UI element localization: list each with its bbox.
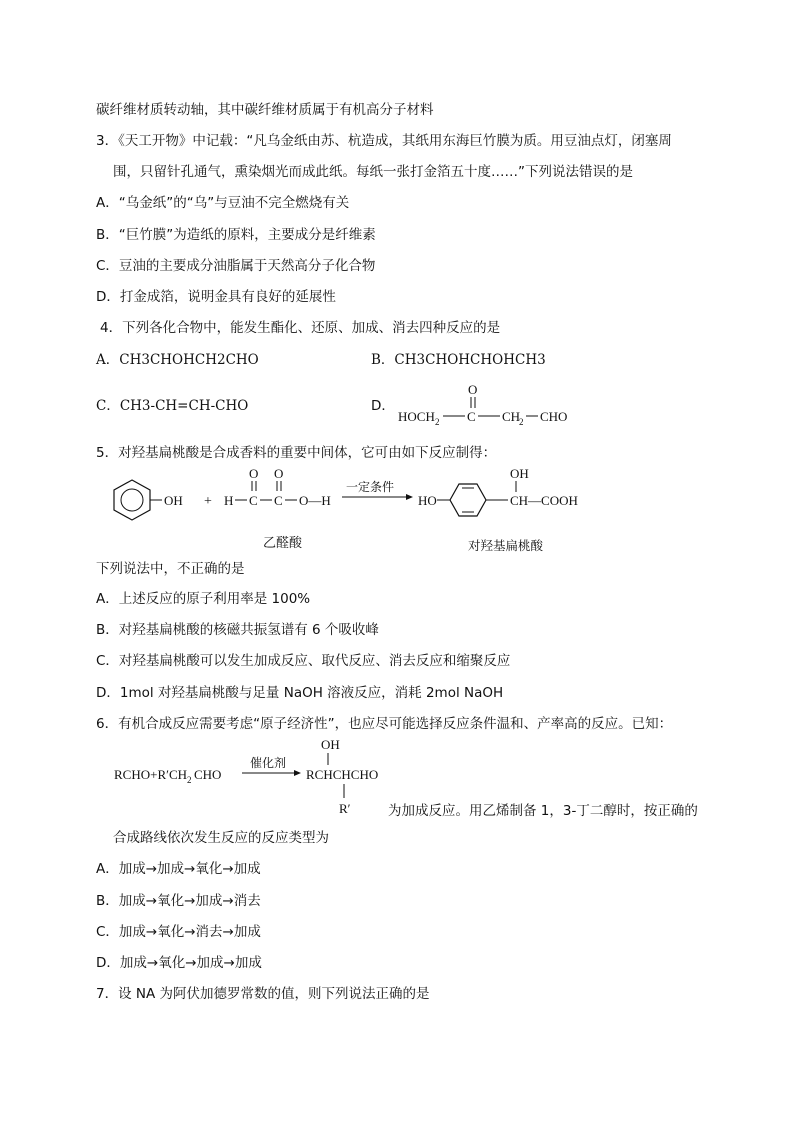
question-5-option-b: B．对羟基扁桃酸的核磁共振氢谱有 6 个吸收峰 <box>96 622 379 638</box>
hoch-subscript: 2 <box>435 417 440 427</box>
ch2-subscript: 2 <box>519 417 524 427</box>
phenol-ring-aromatic-circle <box>121 489 143 511</box>
question-3-option-c: C．豆油的主要成分油脂属于天然高分子化合物 <box>96 258 376 274</box>
product-oh-label: OH <box>510 466 529 481</box>
ch2-label: CH <box>502 409 521 424</box>
question-3-option-d: D．打金成箔，说明金具有良好的延展性 <box>96 289 336 305</box>
product-ch-cooh-label: CH—COOH <box>510 493 578 508</box>
question-5-sub-stem: 下列说法中，不正确的是 <box>96 561 245 577</box>
glyoxylic-c2-label: C <box>274 493 283 508</box>
reaction-scheme-5 <box>100 462 620 558</box>
phenol-oh-label: OH <box>164 493 183 508</box>
question-4-option-d-label: D． <box>371 398 395 414</box>
question-7-stem: 7．设 NA 为阿伏加德罗常数的值，则下列说法正确的是 <box>96 986 430 1002</box>
glyoxylic-acid-name: 乙醛酸 <box>263 536 303 551</box>
reactants-subscript: 2 <box>187 775 192 785</box>
question-5-option-c: C．对羟基扁桃酸可以发生加成反应、取代反应、消去反应和缩聚反应 <box>96 653 511 669</box>
reactants-cho-label: CHO <box>194 767 222 782</box>
glyoxylic-c1-label: C <box>249 493 258 508</box>
question-6-stem-cont: 合成路线依次发生反应的反应类型为 <box>113 830 329 846</box>
question-4-stem: 4．下列各化合物中，能发生酯化、还原、加成、消去四种反应的是 <box>100 320 501 336</box>
continued-line: 碳纤维材质转动轴，其中碳纤维材质属于有机高分子材料 <box>96 102 434 118</box>
question-6-option-a: A．加成→加成→氧化→加成 <box>96 861 261 877</box>
question-3-stem: 3．《天工开物》中记载：“凡乌金纸由苏、杭造成，其纸用东海巨竹膜为质。用豆油点灯，闭塞周 <box>96 133 672 149</box>
phenol-ring <box>114 480 150 520</box>
question-4-option-a: A．CH3CHOHCH2CHO <box>96 352 259 368</box>
carbonyl-carbon-label: C <box>467 409 476 424</box>
reaction-arrow-head <box>406 494 413 500</box>
product-label-6: RCHCHCHO <box>306 767 379 782</box>
reactants-label: RCHO+R′CH <box>114 767 188 782</box>
reaction-arrow-head-6 <box>294 770 301 776</box>
glyoxylic-h-label: H <box>224 493 234 508</box>
product-name: 对羟基扁桃酸 <box>468 538 544 553</box>
product-oh-label-6: OH <box>321 737 340 752</box>
question-4-option-b: B．CH3CHOHCHOHCH3 <box>371 352 546 368</box>
question-3-option-b: B．“巨竹膜”为造纸的原料，主要成分是纤维素 <box>96 227 376 243</box>
question-3-stem-cont: 围，只留针孔通气，熏染烟光而成此纸。每纸一张打金箔五十度……”下列说法错误的是 <box>113 164 633 180</box>
question-6-stem: 6．有机合成反应需要考虑“原子经济性”，也应尽可能选择反应条件温和、产率高的反应。已知： <box>96 716 673 732</box>
reaction-condition-label: 一定条件 <box>346 480 395 494</box>
option-d-structural-formula <box>395 380 575 430</box>
plus-sign: + <box>204 494 212 509</box>
question-6-option-c: C．加成→氧化→消去→加成 <box>96 924 261 940</box>
glyoxylic-o1-label: O <box>249 466 259 481</box>
hoch-label: HOCH <box>398 409 435 424</box>
product-ho-label: HO <box>418 493 437 508</box>
question-5-stem: 5．对羟基扁桃酸是合成香料的重要中间体，它可由如下反应制得： <box>96 445 497 461</box>
glyoxylic-o2-label: O <box>274 466 284 481</box>
question-3-option-a: A．“乌金纸”的“乌”与豆油不完全燃烧有关 <box>96 195 350 211</box>
question-5-option-a: A．上述反应的原子利用率是 100% <box>96 591 311 607</box>
catalyst-label: 催化剂 <box>250 756 287 770</box>
question-6-stem-tail: 为加成反应。用乙烯制备 1，3-丁二醇时，按正确的 <box>388 803 698 819</box>
question-6-option-b: B．加成→氧化→加成→消去 <box>96 893 261 909</box>
product-r-prime-label: R′ <box>339 801 351 816</box>
question-5-option-d: D．1mol 对羟基扁桃酸与足量 NaOH 溶液反应，消耗 2mol NaOH <box>96 685 504 701</box>
product-ring <box>450 484 486 516</box>
question-6-option-d: D．加成→氧化→加成→加成 <box>96 955 262 971</box>
carbonyl-oxygen-label: O <box>468 382 478 397</box>
glyoxylic-oh-label: O—H <box>299 493 331 508</box>
cho-label: CHO <box>540 409 568 424</box>
reaction-scheme-6 <box>108 734 408 820</box>
question-4-option-c: C．CH3-CH=CH-CHO <box>96 398 249 414</box>
